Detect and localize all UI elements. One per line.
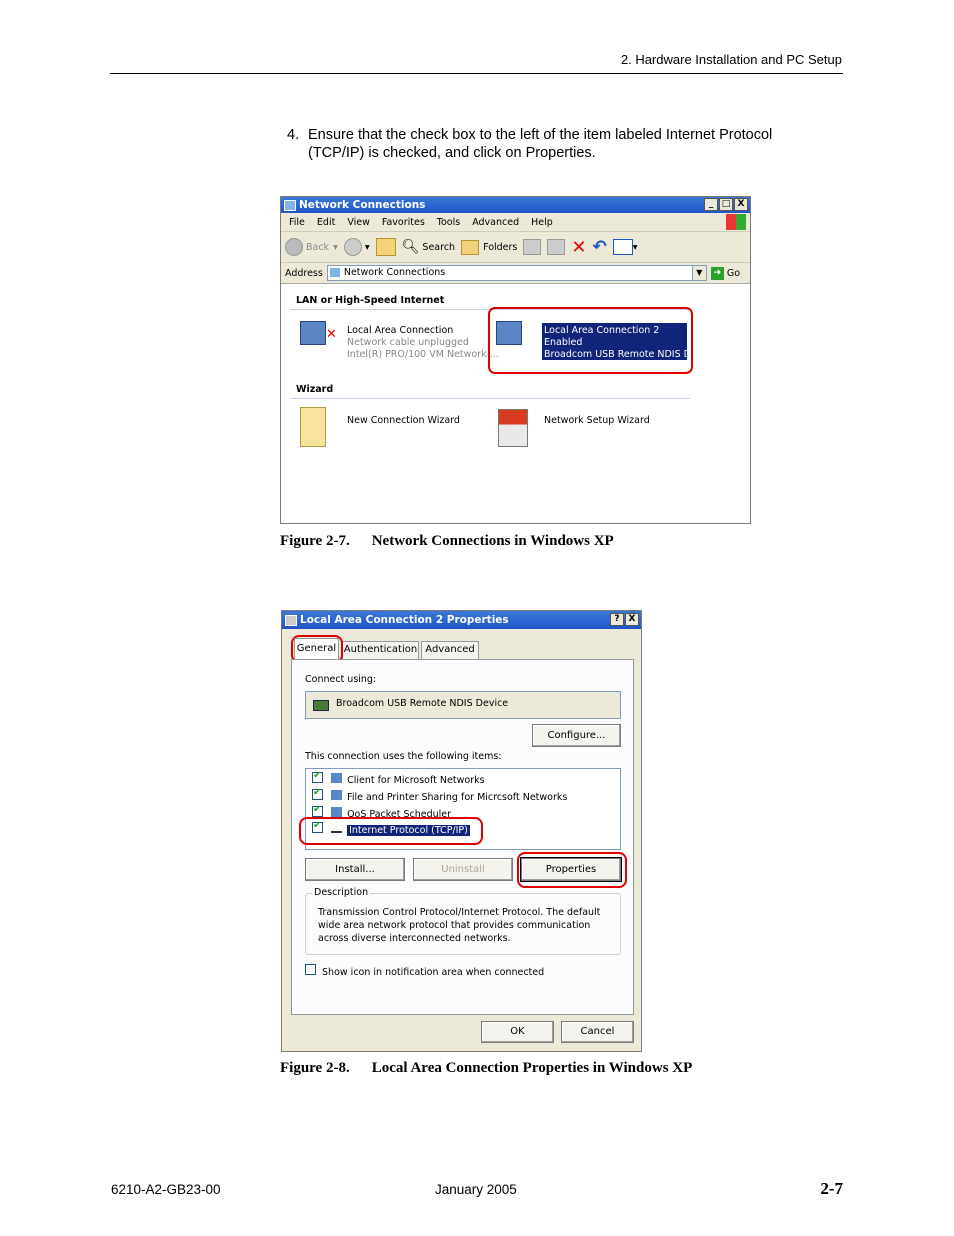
item-checkbox[interactable] (312, 789, 323, 800)
caption-text: Local Area Connection Properties in Windows XP (371, 1060, 693, 1076)
window-title-bar (281, 197, 750, 213)
device-box (305, 691, 621, 719)
install-button[interactable]: Install... (305, 858, 405, 881)
address-dropdown-icon[interactable]: ▼ (692, 266, 706, 280)
general-panel (291, 659, 634, 1015)
forward-arrow-icon (344, 238, 362, 256)
conn1-name: Local Area Connection (347, 325, 454, 336)
toolbar (281, 232, 750, 263)
cancel-button[interactable]: Cancel (561, 1021, 634, 1043)
items-label: This connection uses the following items: (305, 751, 502, 762)
description-group (305, 887, 621, 955)
conn1-device: Intel(R) PRO/100 VM Network ... (347, 349, 499, 360)
configure-button[interactable]: Configure... (532, 724, 621, 747)
search-button[interactable] (402, 239, 455, 255)
group-lan: LAN or High-Speed Internet (296, 295, 445, 306)
undo-icon: ↶ (592, 237, 607, 257)
move-to-icon (523, 239, 541, 255)
caption-number: Figure 2-7. (280, 533, 350, 549)
figure-2-8-caption (280, 1060, 692, 1077)
menu-tools[interactable]: Tools (436, 216, 461, 228)
connect-using-label: Connect using: (305, 674, 377, 685)
conn2-red-highlight (488, 307, 693, 374)
folders-button[interactable] (461, 240, 517, 255)
network-icon (284, 200, 296, 211)
network-setup-wizard-item[interactable] (494, 407, 684, 451)
menu-bar (281, 213, 750, 232)
back-label: Back (306, 241, 330, 253)
window-title: Network Connections (299, 199, 426, 211)
conn1-status: Network cable unplugged (347, 337, 469, 348)
folders-icon (461, 240, 479, 255)
item-label: File and Printer Sharing for Micrcsoft Networks (347, 792, 568, 803)
windows-logo-icon (726, 214, 746, 230)
wizard2-label: Network Setup Wizard (544, 415, 650, 426)
service-icon (331, 790, 342, 800)
caption-number: Figure 2-8. (280, 1060, 350, 1076)
header-rule (110, 73, 843, 74)
show-icon-checkbox[interactable] (305, 964, 316, 975)
network-computer-icon (300, 321, 326, 345)
footer-doc-id: 6210-A2-GB23-00 (111, 1182, 221, 1197)
help-button[interactable]: ? (610, 613, 624, 626)
item-label: QoS Packet Scheduler (347, 809, 452, 820)
folders-label: Folders (483, 241, 518, 253)
minimize-button[interactable]: _ (704, 198, 718, 211)
disconnected-icon: ✕ (326, 327, 337, 342)
menu-advanced[interactable]: Advanced (472, 216, 520, 228)
delete-icon: ✕ (571, 236, 587, 258)
tab-general[interactable]: General (294, 638, 339, 659)
connection-icon (285, 615, 297, 626)
menu-file[interactable]: File (289, 216, 305, 228)
search-label: Search (422, 241, 456, 253)
page-number: 2-7 (820, 1179, 843, 1198)
close-button[interactable]: X (625, 613, 639, 626)
close-button[interactable]: X (734, 198, 748, 211)
back-button[interactable]: Back ▾ (285, 238, 338, 256)
properties-button[interactable]: Properties (521, 858, 621, 881)
device-name: Broadcom USB Remote NDIS Device (336, 698, 509, 709)
show-icon-label: Show icon in notification area when connected (322, 967, 545, 978)
go-button[interactable] (711, 267, 740, 280)
group-wizard-rule (290, 398, 690, 399)
caption-text: Network Connections in Windows XP (371, 533, 614, 549)
step-number: 4. (287, 127, 300, 143)
list-item[interactable] (312, 772, 485, 786)
delete-button[interactable] (571, 237, 586, 258)
menu-help[interactable]: Help (531, 216, 553, 228)
section-header: 2. Hardware Installation and PC Setup (620, 52, 842, 67)
address-bar (281, 263, 750, 284)
move-to-button[interactable] (523, 239, 541, 255)
address-value: Network Connections (343, 267, 446, 278)
item-label: Internet Protocol (TCP/IP) (349, 825, 468, 836)
address-input[interactable] (327, 265, 707, 281)
back-arrow-icon (285, 238, 303, 256)
network-connections-window (280, 196, 751, 524)
views-icon (613, 239, 633, 255)
conn2-device: Broadcom USB Remote NDIS D... (544, 349, 701, 360)
house-icon (498, 409, 528, 447)
menu-favorites[interactable]: Favorites (381, 216, 425, 228)
menu-edit[interactable]: Edit (316, 216, 336, 228)
network-folder-icon (330, 268, 340, 277)
local-area-connection-item[interactable] (298, 317, 499, 361)
go-arrow-icon: ➜ (711, 267, 724, 280)
footer-date: January 2005 (435, 1182, 517, 1197)
tcpip-red-highlight (299, 817, 483, 845)
tab-advanced[interactable]: Advanced (421, 641, 479, 659)
maximize-button[interactable]: □ (719, 198, 733, 211)
up-folder-button[interactable] (376, 238, 396, 256)
ok-button[interactable]: OK (481, 1021, 554, 1043)
service-icon (331, 807, 342, 817)
dialog-title-bar (282, 611, 641, 629)
lac2-properties-dialog (281, 610, 642, 1052)
step-text: Ensure that the check box to the left of the item labeled Internet Protocol (TCP/IP) is checked, and click on Properties. (308, 127, 773, 161)
item-checkbox[interactable] (312, 772, 323, 783)
figure-2-7-caption (280, 533, 614, 550)
conn2-name: Local Area Connection 2 (544, 325, 660, 336)
forward-button[interactable]: ▾ (344, 238, 370, 256)
dialog-title: Local Area Connection 2 Properties (300, 614, 509, 626)
client-icon (331, 773, 342, 783)
description-text: Transmission Control Protocol/Internet Protocol. The default wide area network protocol that provides communication across diverse interconnected networks. (318, 907, 601, 944)
list-item[interactable] (312, 789, 567, 803)
content-pane (284, 289, 747, 521)
new-connection-wizard-item[interactable] (298, 407, 488, 451)
search-icon: 🔍︎ (401, 239, 420, 255)
show-icon-option[interactable] (305, 964, 544, 978)
views-button[interactable]: ▾ (613, 239, 638, 255)
go-label: Go (726, 267, 741, 279)
menu-view[interactable]: View (347, 216, 370, 228)
item-checkbox[interactable] (312, 806, 323, 817)
up-folder-icon (376, 238, 396, 256)
copy-to-button[interactable] (547, 239, 565, 255)
item-label: Client for Microsoft Networks (347, 775, 485, 786)
undo-button[interactable] (592, 237, 606, 257)
wizard1-label: New Connection Wizard (347, 415, 460, 426)
copy-to-icon (547, 239, 565, 255)
address-label: Address (285, 267, 323, 279)
wizard-icon (300, 407, 326, 447)
tab-authentication[interactable]: Authentication (342, 641, 419, 659)
description-label: Description (314, 887, 369, 898)
group-wizard: Wizard (296, 384, 334, 395)
conn2-status: Enabled (544, 337, 583, 348)
properties-red-highlight (517, 852, 627, 888)
network-adapter-icon (313, 700, 329, 711)
uninstall-button[interactable]: Uninstall (413, 858, 513, 881)
